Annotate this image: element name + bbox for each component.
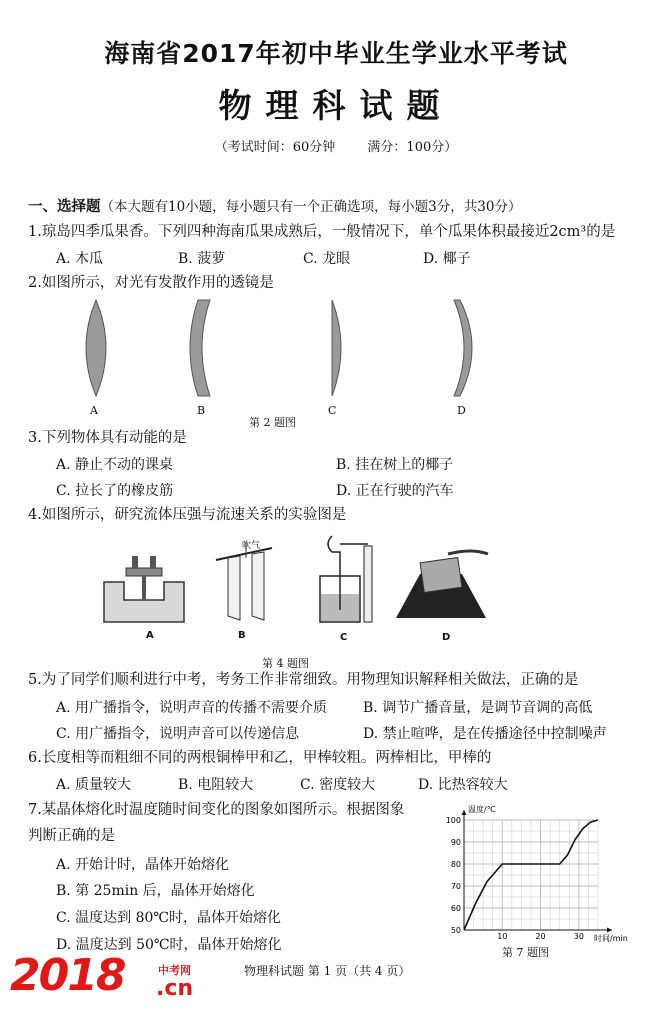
section-label: 一、选择题: [28, 198, 101, 215]
page-footer: 物理科试题 第 1 页（共 4 页）: [244, 964, 411, 978]
exam-info: [0, 136, 672, 155]
logo-number: 2018: [10, 950, 125, 1001]
q3-option-a: A. 静止不动的课桌: [56, 457, 174, 473]
q7-stem-line1: 7.某晶体熔化时温度随时间变化的图象如图所示。根据图象: [28, 802, 405, 818]
q6-option-d: D. 比热容较大: [418, 777, 508, 793]
q4-caption: 第 4 题图: [262, 657, 309, 670]
q7-option-a: A. 开始计时，晶体开始熔化: [56, 857, 230, 873]
q4-figure-b: [216, 542, 272, 620]
q2-label-c: C: [328, 404, 337, 417]
q2-label-b: B: [197, 404, 206, 417]
x-tick-label: 20: [535, 932, 546, 941]
q4-figure-d: [396, 551, 488, 618]
q4-label-d: D: [442, 632, 451, 643]
q2-label-a: A: [90, 404, 98, 417]
q4-label-b: B: [238, 630, 246, 641]
q6-stem: 6.长度相等而粗细不同的两根铜棒甲和乙，甲棒较粗。两棒相比，甲棒的: [28, 750, 492, 766]
q4-figure-a: [104, 556, 184, 622]
y-axis-arrow: [462, 810, 467, 815]
q3-option-b: B. 挂在树上的椰子: [336, 457, 454, 473]
q5-option-b: B. 调节广播音量，是调节音调的高低: [363, 700, 593, 716]
exam-time: （考试时间：60分钟: [214, 140, 336, 155]
chart-axes: [462, 810, 613, 933]
q4-blow-label: 吹气: [242, 541, 261, 551]
q7-temperature-chart: [436, 800, 636, 948]
q3-stem: 3.下列物体具有动能的是: [28, 430, 187, 446]
exam-score: 满分：100分）: [367, 140, 458, 155]
q7-stem-line2: 判断正确的是: [28, 828, 115, 844]
logo-small-text: 中考网: [158, 964, 191, 977]
y-tick-label: 80: [450, 860, 461, 869]
lens-b-concave: [190, 300, 210, 396]
q2-caption: 第 2 题图: [249, 416, 296, 429]
q2-lens-figure: [70, 296, 500, 406]
y-tick-label: 100: [445, 816, 461, 825]
x-tick-label: 10: [497, 932, 508, 941]
q7-caption: 第 7 题图: [502, 946, 549, 959]
q5-stem: 5.为了同学们顺利进行中考，考务工作非常细致。用物理知识解释相关做法，正确的是: [28, 672, 579, 688]
q7-option-b: B. 第 25min 后，晶体开始熔化: [56, 883, 255, 899]
x-axis-arrow: [607, 928, 612, 933]
q1-option-a: A. 木瓜: [56, 251, 104, 267]
q1-option-b: B. 菠萝: [178, 251, 226, 267]
q7-option-d: D. 温度达到 50℃时，晶体开始熔化: [56, 937, 282, 953]
q4-label-c: C: [340, 632, 348, 643]
q4-stem: 4.如图所示，研究流体压强与流速关系的实验图是: [28, 507, 347, 523]
lens-a-convex: [86, 300, 106, 396]
q3-option-c: C. 拉长了的橡皮筋: [56, 483, 174, 499]
subject-title: 物理科试题: [218, 86, 454, 125]
q4-label-a: A: [146, 630, 154, 641]
logo-domain: .cn: [156, 976, 194, 1001]
x-tick-label: 30: [573, 932, 584, 941]
section-heading: [28, 197, 521, 217]
lens-d-meniscus: [454, 300, 472, 396]
section-note: （本大题有10小题，每小题只有一个正确选项，每小题3分，共30分）: [100, 199, 522, 215]
q3-option-d: D. 正在行驶的汽车: [336, 483, 454, 499]
q5-option-c: C. 用广播指令，说明声音可以传递信息: [56, 726, 300, 742]
lens-c-plano-convex: [332, 300, 341, 396]
y-tick-label: 50: [450, 926, 461, 935]
chart-ylabel: 温度/℃: [468, 805, 496, 814]
q6-option-b: B. 电阻较大: [178, 777, 254, 793]
q6-option-a: A. 质量较大: [56, 777, 132, 793]
q7-option-c: C. 温度达到 80℃时，晶体开始熔化: [56, 910, 282, 926]
exam-title: 海南省2017年初中毕业生学业水平考试: [104, 39, 568, 68]
chart-xlabel: 时间/min: [594, 934, 628, 943]
q1-option-d: D. 椰子: [423, 251, 471, 267]
q1-option-c: C. 龙眼: [303, 251, 351, 267]
q4-experiment-figure: [96, 530, 496, 630]
q4-figure-c: [320, 536, 372, 622]
q6-option-c: C. 密度较大: [300, 777, 376, 793]
y-tick-label: 90: [450, 838, 461, 847]
chart-ticks: [446, 816, 584, 941]
q2-stem: 2.如图所示，对光有发散作用的透镜是: [28, 275, 274, 291]
q2-label-d: D: [457, 404, 466, 417]
y-tick-label: 60: [450, 904, 461, 913]
site-logo: [10, 950, 124, 1001]
q1-stem: 1.琼岛四季瓜果香。下列四种海南瓜果成熟后，一般情况下，单个瓜果体积最接近2cm³的是: [28, 224, 616, 240]
y-tick-label: 70: [450, 882, 461, 891]
q5-option-a: A. 用广播指令，说明声音的传播不需要介质: [56, 700, 328, 716]
q5-option-d: D. 禁止喧哗，是在传播途径中控制噪声: [363, 726, 607, 742]
